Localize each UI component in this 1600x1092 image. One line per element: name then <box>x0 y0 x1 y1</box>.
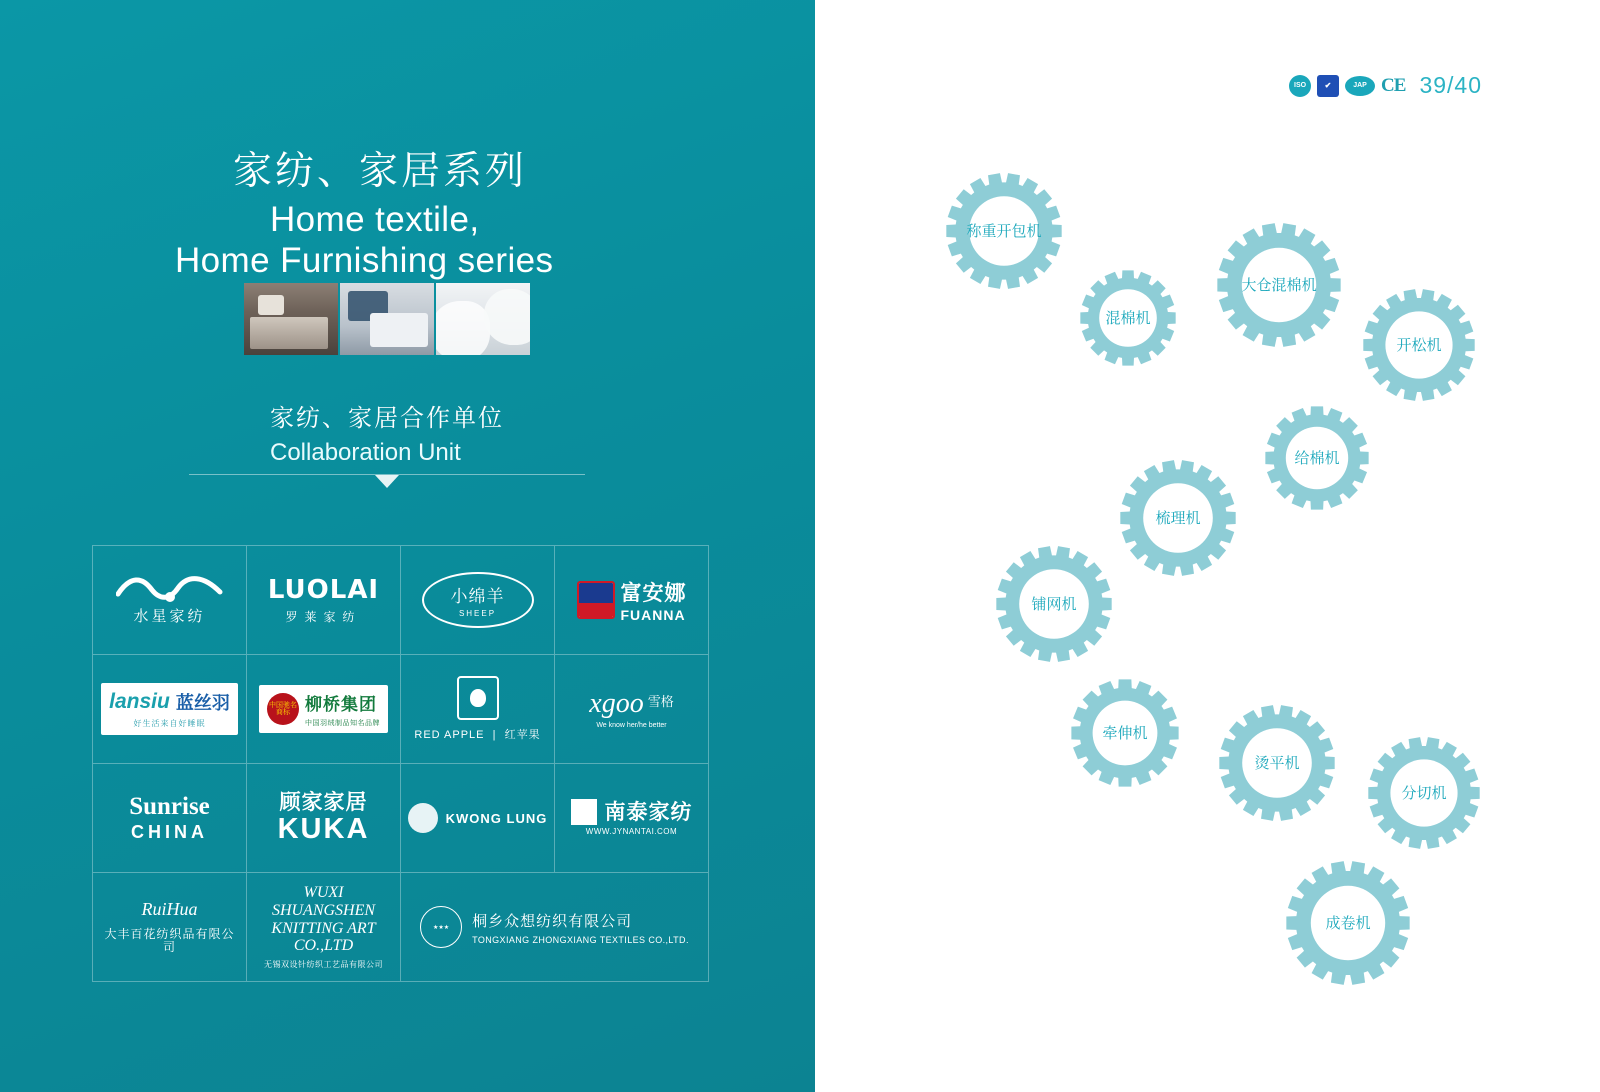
jas-icon: ✔ <box>1317 75 1339 97</box>
page-title-en-line2: Home Furnishing series <box>175 241 554 281</box>
red-apple-label: RED APPLE | 红苹果 <box>414 729 541 741</box>
logo-cell-xgoo[interactable] <box>555 655 709 764</box>
mercury-label-cn: 水星家纺 <box>133 608 206 626</box>
logo-cell-red-apple[interactable] <box>401 655 555 764</box>
fuanna-label-cn: 富安娜 <box>620 582 687 605</box>
collaboration-heading-en: Collaboration Unit <box>270 439 461 466</box>
luolai-label-cn: 罗莱家纺 <box>285 609 362 624</box>
gear-label: 称重开包机 <box>966 223 1042 240</box>
logo-cell-nantai[interactable] <box>555 764 709 873</box>
section-divider <box>189 474 585 494</box>
gear-node[interactable] <box>946 173 1061 289</box>
logo-cell-shuangshen[interactable] <box>247 873 401 982</box>
logo-cell-liuqiao[interactable] <box>247 655 401 764</box>
sunrise-label-cn: CHINA <box>131 822 208 843</box>
logo-cell-lansiu[interactable] <box>93 655 247 764</box>
fuanna-badge-icon <box>577 581 615 619</box>
gear-label: 成卷机 <box>1325 915 1371 932</box>
liuqiao-tagline: 中国羽绒制品知名品牌 <box>305 720 380 727</box>
gear-label: 梳理机 <box>1155 510 1201 527</box>
logo-cell-fuanna[interactable] <box>555 546 709 655</box>
bedroom-photo <box>244 283 338 355</box>
logo-cell-zhongxiang[interactable] <box>401 873 709 982</box>
collaboration-heading <box>270 398 750 467</box>
red-apple-label-cn: 红苹果 <box>504 729 541 741</box>
logo-cell-luolai[interactable] <box>247 546 401 655</box>
liuqiao-seal-icon: 中国驰名商标 <box>267 693 299 725</box>
bedding-photo <box>340 283 434 355</box>
zhongxiang-seal-icon: ★★★ <box>420 906 462 948</box>
gear-label: 牵伸机 <box>1102 725 1148 742</box>
sunrise-label-en: Sunrise <box>129 792 210 820</box>
gear-node[interactable] <box>1286 861 1409 985</box>
page-title-cn: 家纺、家居系列 <box>233 150 528 193</box>
kuka-label-cn: 顾家家居 <box>279 790 368 814</box>
xgoo-label-cn: 雪格 <box>647 693 674 709</box>
gear-label: 给棉机 <box>1294 450 1340 467</box>
jap-icon: JAP <box>1345 76 1375 96</box>
logo-cell-sheep[interactable] <box>401 546 555 655</box>
iso-icon: ISO <box>1289 75 1311 97</box>
divider-arrow-icon <box>375 475 399 488</box>
gear-label: 铺网机 <box>1031 596 1077 613</box>
lansiu-tagline: 好生活来自好睡眠 <box>133 719 206 728</box>
kwong-lung-label-en: KWONG LUNG <box>445 810 548 826</box>
xgoo-label-en: xgoo <box>589 687 644 719</box>
gear-node[interactable] <box>996 546 1111 662</box>
lansiu-label-cn: 蓝丝羽 <box>175 693 230 713</box>
gear-node[interactable] <box>1071 679 1178 786</box>
gear-node[interactable] <box>1120 460 1235 576</box>
kwong-lung-mark-icon <box>408 803 438 833</box>
title-block <box>175 148 775 281</box>
gear-node[interactable] <box>1219 705 1334 821</box>
lansiu-label-en: lansiu <box>109 690 170 713</box>
zhongxiang-label-cn: 桐乡众想纺织有限公司 <box>472 912 633 930</box>
shuangshen-label-cn: 无锡双设针纺织工艺品有限公司 <box>264 959 383 969</box>
logo-cell-kwong-lung[interactable] <box>401 764 555 873</box>
ruihua-label-en: RuiHua <box>141 898 198 919</box>
right-panel <box>815 0 1600 1092</box>
logo-cell-sunrise[interactable] <box>93 764 247 873</box>
ruihua-label-cn: 大丰百花纺织品有限公司 <box>104 926 235 954</box>
nantai-url: WWW.JYNANTAI.COM <box>585 827 678 837</box>
sheep-oval-icon <box>422 572 534 628</box>
ce-icon: CE <box>1381 74 1406 96</box>
logo-cell-kuka[interactable] <box>247 764 401 873</box>
nantai-mark-icon <box>571 799 597 825</box>
red-apple-label-en: RED APPLE <box>414 729 485 741</box>
fuanna-label-en: FUANNA <box>620 607 686 623</box>
gear-node[interactable] <box>1080 270 1175 365</box>
logo-cell-ruihua[interactable] <box>93 873 247 982</box>
xgoo-tagline: We know her/he better <box>596 721 667 729</box>
gear-label: 分切机 <box>1401 785 1447 802</box>
sheep-label-cn: 小绵羊 <box>450 587 505 606</box>
gear-node[interactable] <box>1368 737 1479 849</box>
quilt-photo <box>436 283 530 355</box>
gear-label: 混棉机 <box>1105 310 1151 327</box>
page-number: 39/40 <box>1419 72 1482 98</box>
photo-strip <box>244 283 530 355</box>
gear-node[interactable] <box>1217 223 1340 347</box>
luolai-label-en: LUOLAI <box>267 575 380 606</box>
gear-label: 开松机 <box>1396 337 1442 354</box>
zhongxiang-label-en: TONGXIANG ZHONGXIANG TEXTILES CO.,LTD. <box>472 934 689 945</box>
gear-node[interactable] <box>1265 406 1368 509</box>
nantai-label-cn: 南泰家纺 <box>604 800 693 824</box>
sheep-label-en: SHEEP <box>458 609 497 618</box>
gear-node[interactable] <box>1363 289 1474 401</box>
apple-icon <box>457 676 499 720</box>
gear-label: 大仓混棉机 <box>1241 277 1317 294</box>
shuangshen-label-en: WUXI SHUANGSHEN KNITTING ART CO.,LTD <box>271 884 376 955</box>
partner-logo-grid <box>92 545 709 982</box>
mercury-mark-icon <box>116 574 224 604</box>
liuqiao-label-cn: 柳桥集团 <box>305 695 377 714</box>
collaboration-heading-cn: 家纺、家居合作单位 <box>270 405 504 432</box>
gear-label: 烫平机 <box>1254 755 1300 772</box>
page-title-en-line1: Home textile, <box>270 199 480 239</box>
kuka-label-en: KUKA <box>277 812 370 845</box>
logo-cell-mercury[interactable] <box>93 546 247 655</box>
production-flow-gear-diagram <box>815 0 1600 1092</box>
